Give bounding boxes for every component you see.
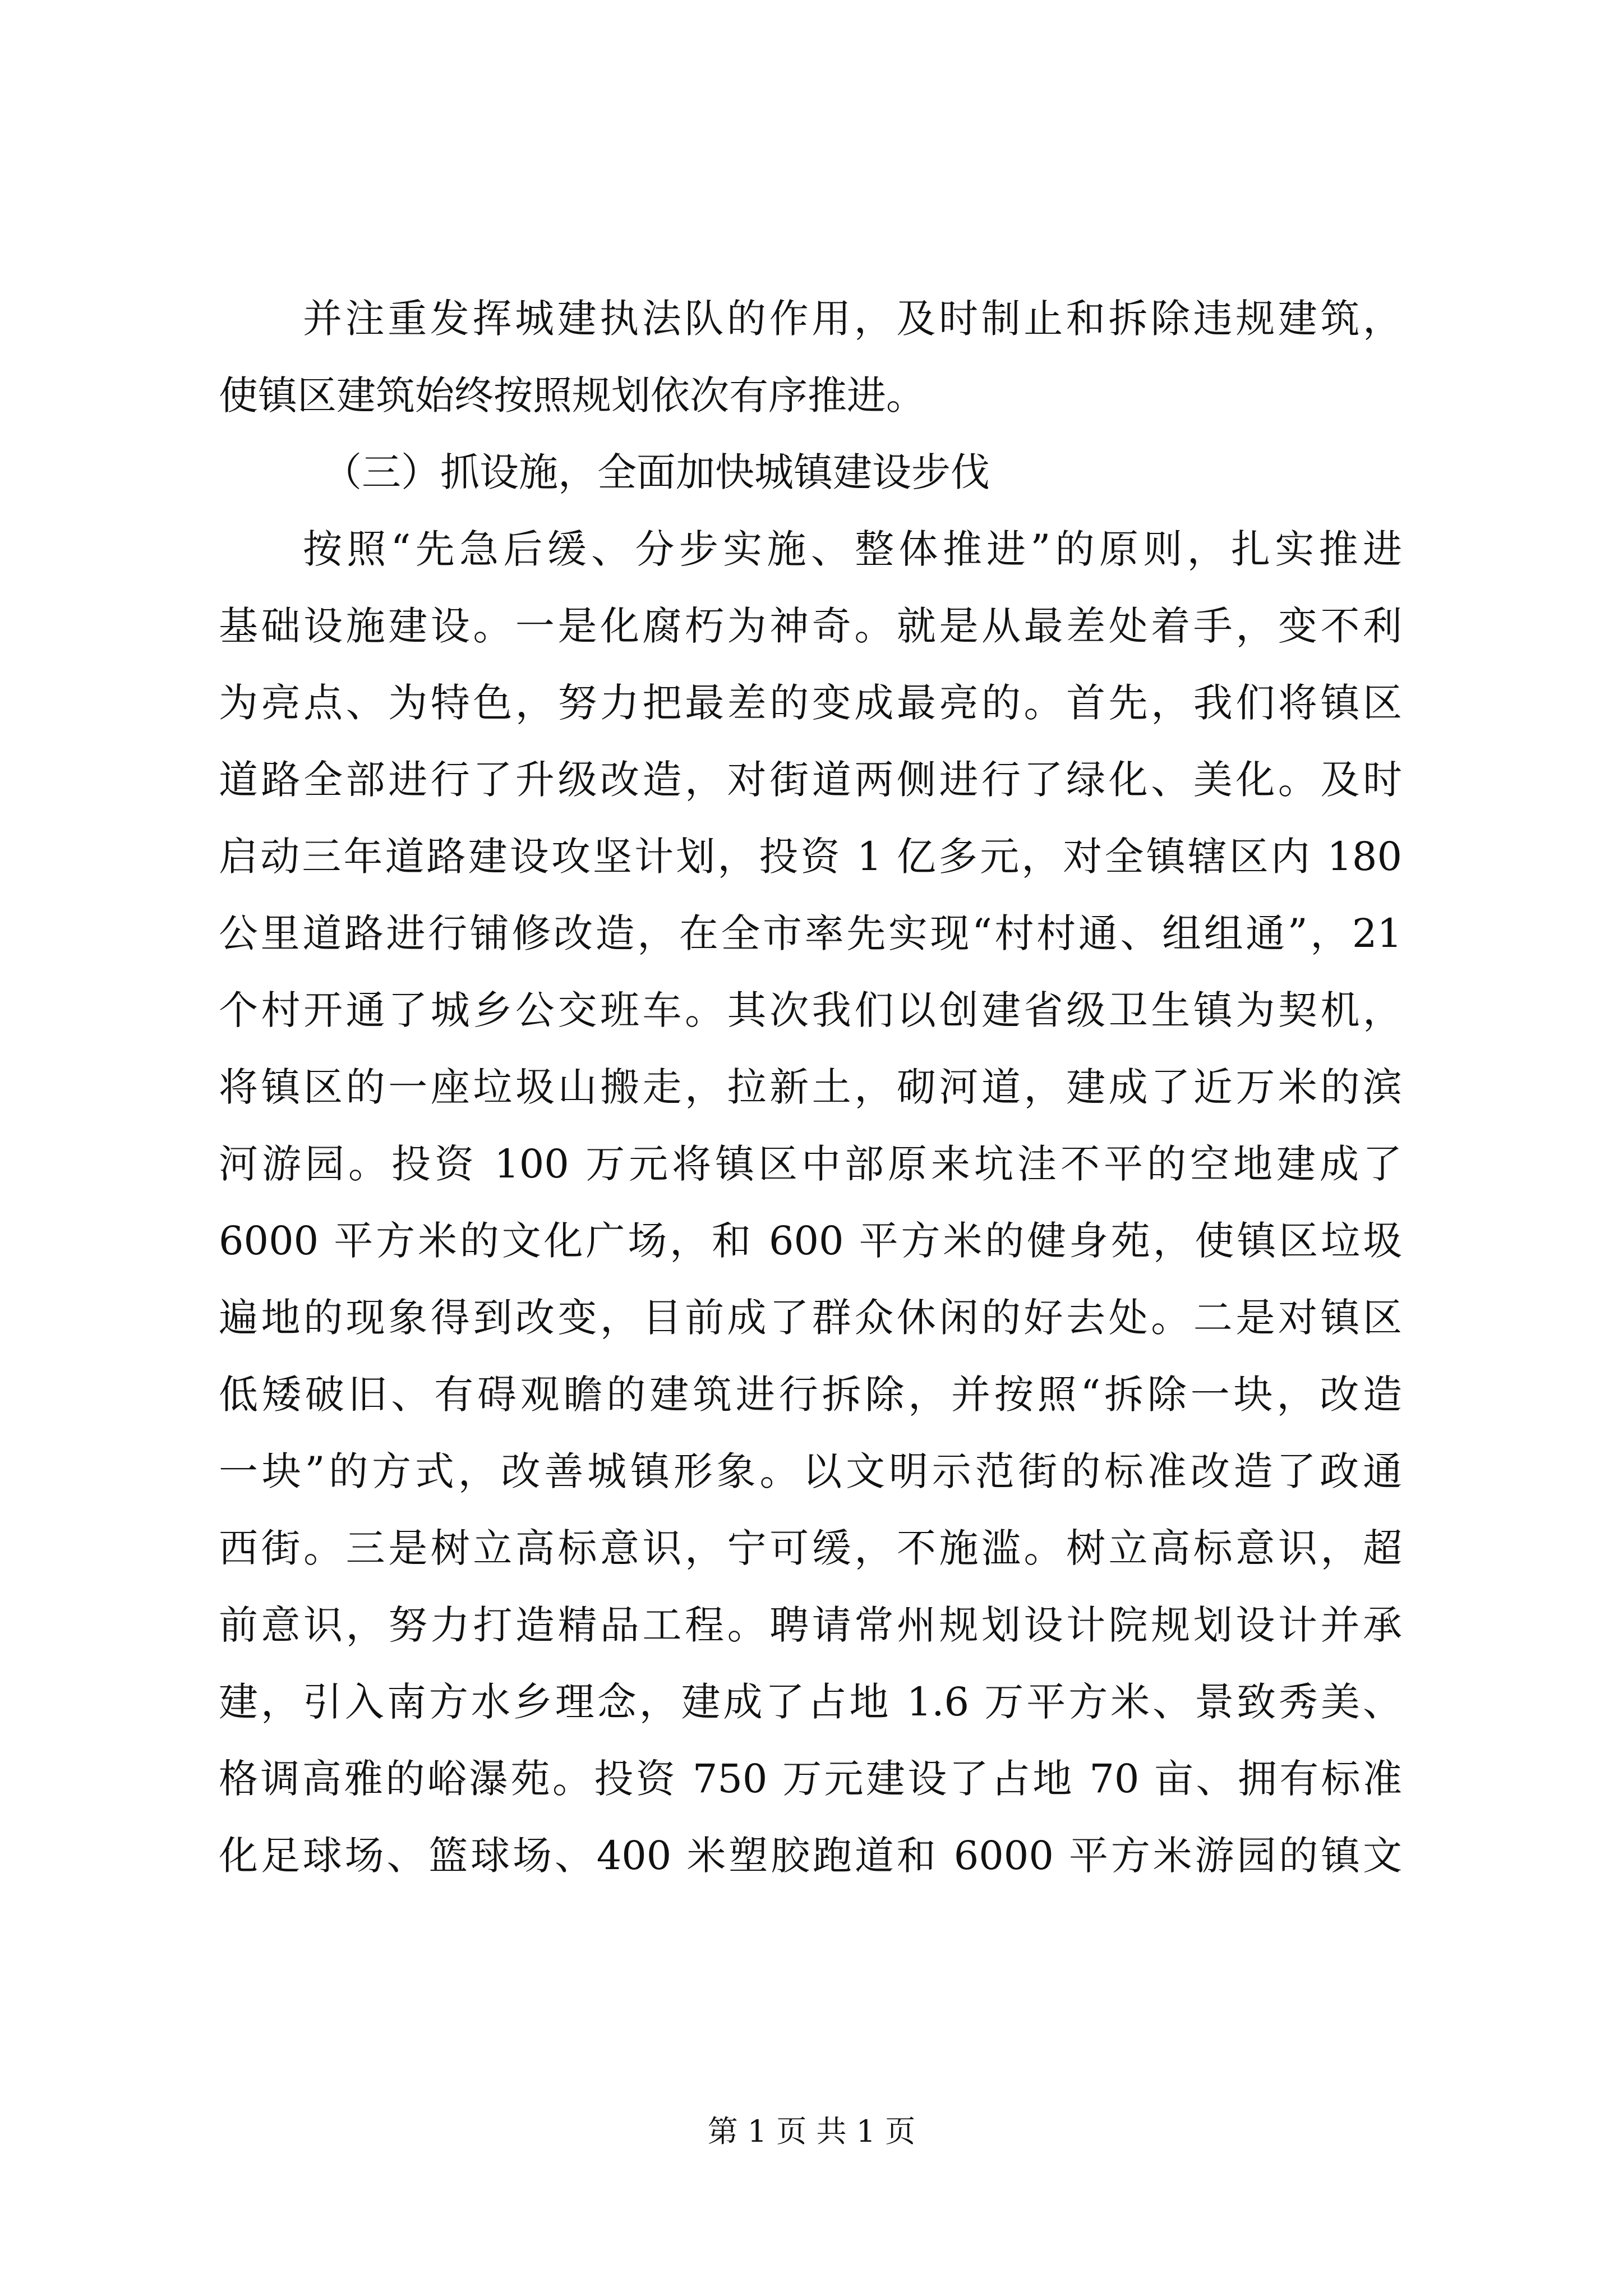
paragraph-line: 公里道路进行铺修改造，在全市率先实现“村村通、组组通”，21 xyxy=(219,910,1402,956)
document-body xyxy=(219,280,1402,1894)
paragraph-line: 化足球场、篮球场、400 米塑胶跑道和 6000 平方米游园的镇文 xyxy=(219,1833,1402,1879)
paragraph-line: 启动三年道路建设攻坚计划，投资 1 亿多元，对全镇辖区内 180 xyxy=(219,834,1402,880)
paragraph-line: 道路全部进行了升级改造，对街道两侧进行了绿化、美化。及时 xyxy=(219,757,1402,803)
page-footer xyxy=(0,2112,1623,2151)
paragraph-line: 一块”的方式，改善城镇形象。以文明示范街的标准改造了政通 xyxy=(219,1448,1402,1494)
paragraph-line: 建，引入南方水乡理念，建成了占地 1.6 万平方米、景致秀美、 xyxy=(219,1679,1402,1725)
paragraph-line: 个村开通了城乡公交班车。其次我们以创建省级卫生镇为契机， xyxy=(219,987,1402,1033)
paragraph-line: 使镇区建筑始终按照规划依次有序推进。 xyxy=(219,372,925,418)
paragraph-line: 将镇区的一座垃圾山搬走，拉新土，砌河道，建成了近万米的滨 xyxy=(219,1064,1402,1110)
paragraph-line: 河游园。投资 100 万元将镇区中部原来坑洼不平的空地建成了 xyxy=(219,1141,1402,1187)
paragraph-line: 并注重发挥城建执法队的作用，及时制止和拆除违规建筑， xyxy=(303,296,1402,342)
paragraph-line: 前意识，努力打造精品工程。聘请常州规划设计院规划设计并承 xyxy=(219,1602,1402,1648)
paragraph-line: 按照“先急后缓、分步实施、整体推进”的原则，扎实推进 xyxy=(303,526,1402,572)
paragraph-line: 6000 平方米的文化广场，和 600 平方米的健身苑，使镇区垃圾 xyxy=(219,1218,1402,1264)
paragraph-line: 基础设施建设。一是化腐朽为神奇。就是从最差处着手，变不利 xyxy=(219,603,1402,649)
paragraph-line: 西街。三是树立高标意识，宁可缓，不施滥。树立高标意识，超 xyxy=(219,1525,1402,1571)
section-heading: （三）抓设施，全面加快城镇建设步伐 xyxy=(322,449,990,495)
paragraph-line: 低矮破旧、有碍观瞻的建筑进行拆除，并按照“拆除一块，改造 xyxy=(219,1372,1402,1418)
paragraph-line: 遍地的现象得到改变，目前成了群众休闲的好去处。二是对镇区 xyxy=(219,1295,1402,1341)
paragraph-line: 为亮点、为特色，努力把最差的变成最亮的。首先，我们将镇区 xyxy=(219,680,1402,726)
page-number-label: 第 1 页 共 1 页 xyxy=(707,2114,916,2149)
paragraph-line: 格调高雅的峪瀑苑。投资 750 万元建设了占地 70 亩、拥有标准 xyxy=(219,1756,1402,1802)
